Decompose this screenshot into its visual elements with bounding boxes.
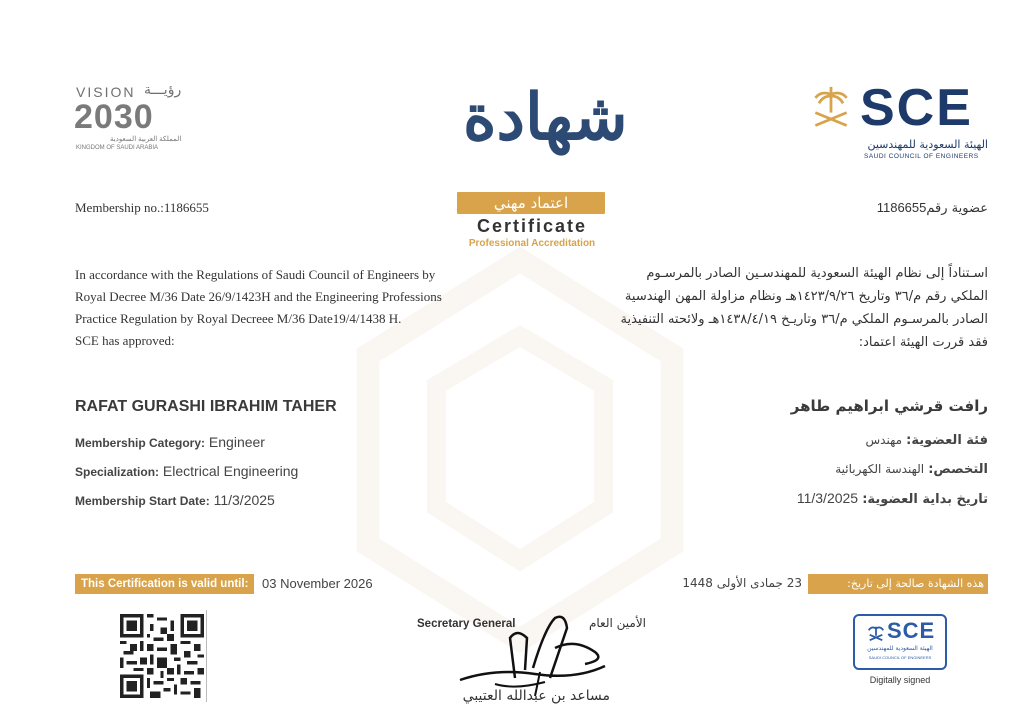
certificate-ribbon [457,192,605,214]
intro-en-line: Royal Decree M/36 Date 26/9/1423H and the Engineering Professions [75,289,442,304]
vision-word: VISION [76,84,136,100]
sce-logo-text: SCE [860,79,973,137]
sce-digital-stamp [853,614,947,670]
detail-label: Membership Category: [75,436,206,450]
certificate-logo [445,80,628,255]
vision-year: 2030 [74,98,154,136]
intro-ar-line: فقد قررت الهيئة اعتماد: [858,335,988,350]
vision-2030-logo [74,84,184,154]
membership-ar [820,200,988,216]
intro-english [75,264,515,352]
stamp-arabic-name: الهيئة السعودية للمهندسين [867,645,933,652]
intro-en-line: In accordance with the Regulations of Saudi Council of Engineers by [75,267,436,282]
digitally-signed-label: Digitally signed [869,675,931,685]
intro-ar-line: اسـتناداً إلى نظام الهيئة السعودية للمهندسـين الصادر بالمرسـوم [646,266,988,281]
details-english [75,428,298,515]
detail-label-ar: التخصص: [928,462,988,477]
detail-value: 11/3/2025 [213,492,275,508]
secretary-title-ar: الأمين العام [588,616,646,630]
stamp-palm-icon [867,622,885,644]
holder-name-en: RAFAT GURASHI IBRAHIM TAHER [75,398,337,415]
detail-value: Electrical Engineering [162,463,299,479]
certificate-subtitle: Professional Accreditation [468,238,596,249]
details-arabic [690,426,988,514]
certificate-arabic-title: شهادة [463,80,628,155]
validity-label-en [75,574,254,594]
detail-row-category-ar [690,426,988,455]
qr-code [120,614,204,698]
vision-kingdom-en: KINGDOM OF SAUDI ARABIA [76,145,159,151]
stamp-logo-text: SCE [887,618,936,643]
stamp-english-name: SAUDI COUNCIL OF ENGINEERS [868,655,932,660]
vision-arabic-word: رؤيـــة [144,82,182,98]
detail-row-specialization-ar [690,455,988,484]
certificate-word: Certificate [476,216,588,236]
detail-row-specialization [75,457,298,486]
validity-value-en: 03 November 2026 [262,576,373,591]
palm-swords-icon [808,84,854,132]
validity-label-ar-text: هذه الشهادة صالحة إلى تاريخ: [847,577,984,590]
validity-label-en-text: This Certification is valid until: [81,578,249,590]
intro-en-line: SCE has approved: [75,333,175,348]
validity-value-ar: 23 جمادى الأولى 1448 [682,576,802,590]
qr-divider [206,610,207,702]
membership-label-ar: عضوية رقم [926,201,988,216]
secretary-name-ar: مساعد بن عبدالله العتيبي [462,688,610,704]
sce-arabic-name: الهيئة السعودية للمهندسين [867,138,988,151]
detail-value-ar: الهندسة الكهربائية [835,462,925,476]
detail-label-ar: فئة العضوية: [906,433,988,448]
detail-label: Membership Start Date: [75,494,210,508]
validity-label-ar [808,574,988,594]
certificate-ribbon-text: اعتماد مهني [493,194,569,212]
detail-label-ar: تاريخ بداية العضوية: [862,492,988,507]
detail-row-start-date [75,486,298,515]
detail-value-ar: مهندس [865,433,903,447]
vision-kingdom-ar: المملكة العربية السعودية [110,136,182,143]
sce-english-name: SAUDI COUNCIL OF ENGINEERS [864,153,979,160]
intro-ar-line: الصادر بالمرسـوم الملكي م/٣٦ وتاريـخ ١٤٣٨/٤/١٩هـ ولائحته التنفيذية [620,312,988,327]
detail-value-ar: 11/3/2025 [796,490,859,506]
detail-row-start-date-ar [690,484,988,514]
detail-row-category [75,428,298,457]
membership-label-en: Membership no.: [75,200,164,215]
sce-logo [808,79,990,162]
detail-value: Engineer [208,434,265,450]
intro-en-line: Practice Regulation by Royal Decreee M/36 Date19/4/1438 H. [75,311,402,326]
intro-arabic [560,262,988,354]
membership-en [75,200,209,216]
detail-label: Specialization: [75,465,160,479]
signature [455,608,615,698]
membership-number-ar: 1186655 [876,200,927,215]
holder-name-ar: رافت قرشي ابراهيم طاهر [790,397,988,415]
intro-ar-line: الملكي رقم م/٣٦ وتاريخ ١٤٢٣/٩/٢٦هـ ونظام مزاولة المهن الهندسية [624,289,988,304]
secretary-title-en: Secretary General [417,618,516,630]
membership-number-en: 1186655 [163,200,209,215]
